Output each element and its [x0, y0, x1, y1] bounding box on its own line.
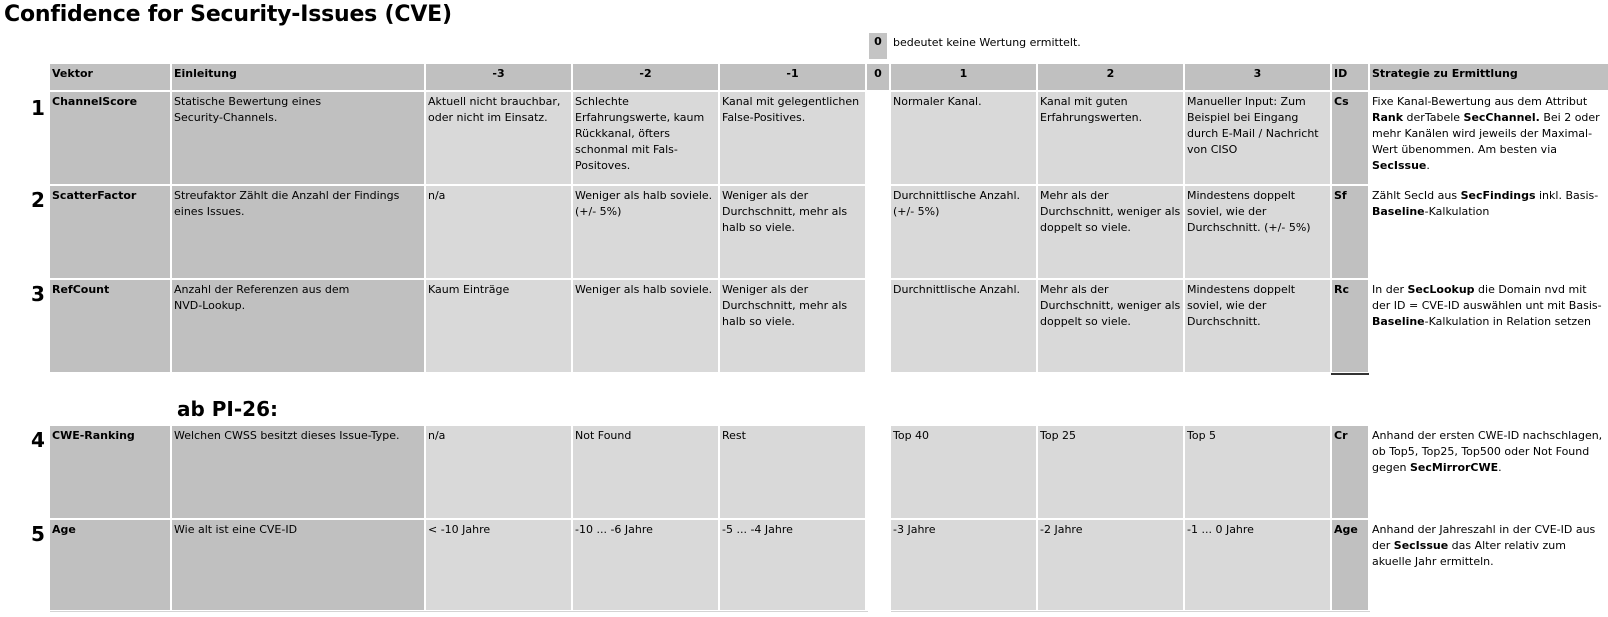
cell-plus1: Top 40 [891, 426, 1036, 518]
header-plus3: 3 [1185, 64, 1330, 90]
row-number: 1 [31, 96, 45, 120]
cell-minus2: Schlechte Erfahrungswerte, kaum Rückkanal, öfters schonmal mit Fals-Positoves. [573, 92, 718, 184]
cell-minus1: Rest [720, 426, 865, 518]
cell-plus1: Durchnittlische Anzahl. (+/- 5%) [891, 186, 1036, 278]
cell-plus2: -2 Jahre [1038, 520, 1183, 610]
cell-einleitung: Statische Bewertung eines Security-Channels. [172, 92, 424, 184]
cell-minus1: Weniger als der Durchschnitt, mehr als halb so viele. [720, 280, 865, 372]
cell-strategie: Anhand der ersten CWE-ID nachschlagen, ob Top5, Top25, Top500 oder Not Found gegen SecMirrorCWE. [1370, 426, 1608, 518]
header-plus1: 1 [891, 64, 1036, 90]
cell-minus1: -5 ... -4 Jahre [720, 520, 865, 610]
cell-plus3: Manueller Input: Zum Beispiel bei Eingang durch E-Mail / Nachricht von CISO [1185, 92, 1330, 184]
section-heading: ab PI-26: [177, 397, 279, 421]
cell-strategie: In der SecLookup die Domain nvd mit der ID = CVE-ID auswählen unt mit Basis-Baseline-Kalkulation in Relation setzen [1370, 280, 1608, 372]
row-number: 2 [31, 188, 45, 212]
bottom-rule [891, 611, 1370, 612]
page-title: Confidence for Security-Issues (CVE) [4, 2, 452, 27]
header-vektor: Vektor [50, 64, 170, 90]
cell-strategie: Zählt SecId aus SecFindings inkl. Basis-Baseline-Kalkulation [1370, 186, 1608, 278]
cell-minus1: Kanal mit gelegentlichen False-Positives. [720, 92, 865, 184]
cell-plus1: Durchnittlische Anzahl. [891, 280, 1036, 372]
cell-plus1: -3 Jahre [891, 520, 1036, 610]
cell-id: Sf [1332, 186, 1368, 278]
cell-plus3: Mindestens doppelt soviel, wie der Durchschnitt. [1185, 280, 1330, 372]
cell-minus2: -10 ... -6 Jahre [573, 520, 718, 610]
cell-minus3: n/a [426, 426, 571, 518]
cell-einleitung: Anzahl der Referenzen aus dem NVD-Lookup. [172, 280, 424, 372]
cell-minus3: Kaum Einträge [426, 280, 571, 372]
cell-plus3: -1 ... 0 Jahre [1185, 520, 1330, 610]
cell-plus1: Normaler Kanal. [891, 92, 1036, 184]
row-number: 5 [31, 522, 45, 546]
cell-einleitung: Wie alt ist eine CVE-ID [172, 520, 424, 610]
legend-text: bedeutet keine Wertung ermittelt. [893, 36, 1081, 49]
cell-vektor: CWE-Ranking [50, 426, 170, 518]
bottom-rule [50, 611, 868, 612]
cell-id: Age [1332, 520, 1368, 610]
legend-zero-box: 0 [869, 33, 887, 59]
cell-minus3: < -10 Jahre [426, 520, 571, 610]
cell-vektor: Age [50, 520, 170, 610]
header-zero: 0 [867, 64, 889, 90]
header-id: ID [1332, 64, 1368, 90]
cell-minus3: Aktuell nicht brauchbar, oder nicht im Einsatz. [426, 92, 571, 184]
cell-id: Cr [1332, 426, 1368, 518]
cell-minus1: Weniger als der Durchschnitt, mehr als halb so viele. [720, 186, 865, 278]
row-number: 4 [31, 428, 45, 452]
cell-einleitung: Streufaktor Zählt die Anzahl der Findings eines Issues. [172, 186, 424, 278]
cell-einleitung: Welchen CWSS besitzt dieses Issue-Type. [172, 426, 424, 518]
header-plus2: 2 [1038, 64, 1183, 90]
id-column-underline [1331, 373, 1369, 375]
cell-plus2: Top 25 [1038, 426, 1183, 518]
cell-vektor: ScatterFactor [50, 186, 170, 278]
cell-minus3: n/a [426, 186, 571, 278]
cell-plus3: Top 5 [1185, 426, 1330, 518]
cell-plus2: Mehr als der Durchschnitt, weniger als doppelt so viele. [1038, 280, 1183, 372]
cell-strategie: Fixe Kanal-Bewertung aus dem Attribut Rank derTabele SecChannel. Bei 2 oder mehr Kanälen wird jeweils der Maximal-Wert übenommen. Am besten via SecIssue. [1370, 92, 1608, 184]
row-number: 3 [31, 282, 45, 306]
cell-plus2: Mehr als der Durchschnitt, weniger als doppelt so viele. [1038, 186, 1183, 278]
header-strategie: Strategie zu Ermittlung [1370, 64, 1608, 90]
cell-id: Cs [1332, 92, 1368, 184]
cell-vektor: RefCount [50, 280, 170, 372]
cell-minus2: Weniger als halb soviele. (+/- 5%) [573, 186, 718, 278]
header-einleitung: Einleitung [172, 64, 424, 90]
cell-vektor: ChannelScore [50, 92, 170, 184]
cell-strategie: Anhand der Jahreszahl in der CVE-ID aus der SecIssue das Alter relativ zum akuelle Jahr ermitteln. [1370, 520, 1608, 610]
cell-id: Rc [1332, 280, 1368, 372]
cell-plus2: Kanal mit guten Erfahrungswerten. [1038, 92, 1183, 184]
cell-plus3: Mindestens doppelt soviel, wie der Durchschnitt. (+/- 5%) [1185, 186, 1330, 278]
cell-minus2: Not Found [573, 426, 718, 518]
header-minus1: -1 [720, 64, 865, 90]
header-minus3: -3 [426, 64, 571, 90]
cell-minus2: Weniger als halb soviele. [573, 280, 718, 372]
header-minus2: -2 [573, 64, 718, 90]
